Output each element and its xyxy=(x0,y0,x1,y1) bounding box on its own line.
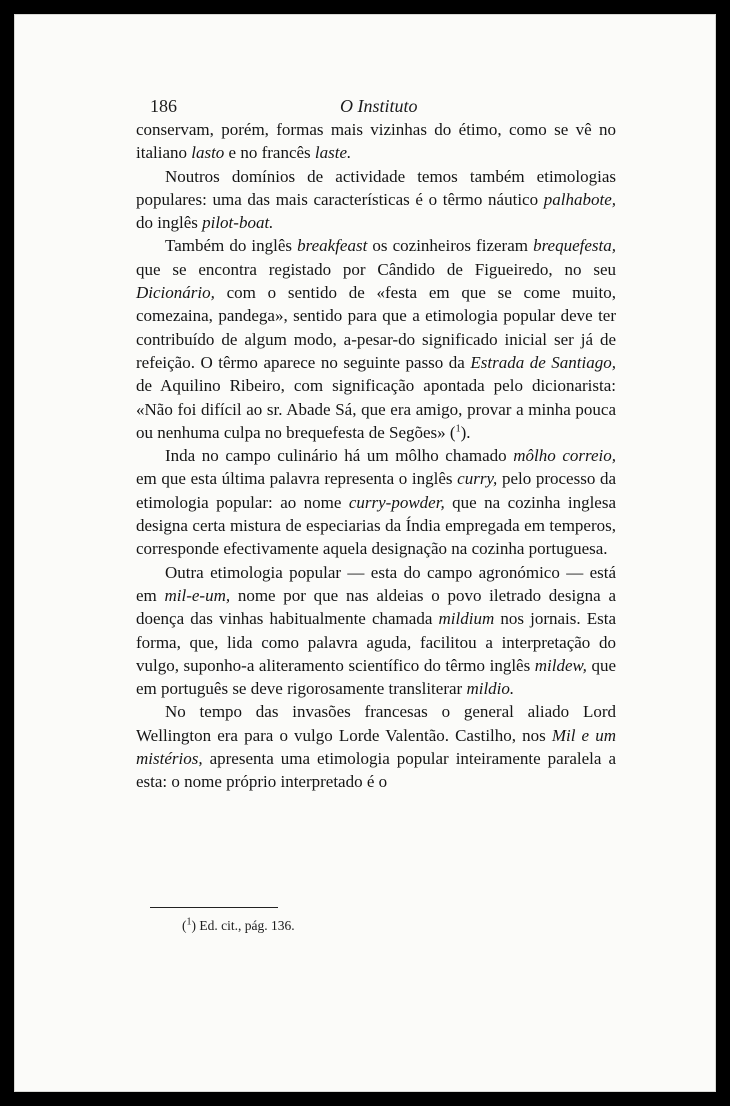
italic-term: mil-e-um, xyxy=(164,585,231,605)
paragraph xyxy=(136,561,616,701)
text-run: No tempo das invasões francesas o general aliado Lord Wellington era para o vulgo Lorde Valentão. Castilho, nos xyxy=(136,702,616,745)
italic-term: brequefesta, xyxy=(533,236,616,256)
paragraph xyxy=(136,234,616,444)
footnote-rule xyxy=(150,907,278,908)
text-run: com o sentido de «festa em que se come muito, comezaina, pandega», sentido para que a etimologia popular deve ter contribuído de algum modo, a-pesar-do significado inicial ser já de refeição. O têrmo aparece no seguinte passo da xyxy=(136,283,616,372)
italic-term: mildew, xyxy=(534,655,587,675)
italic-term: palhabote, xyxy=(543,189,616,209)
paragraph xyxy=(136,165,616,235)
italic-term: Dicionário, xyxy=(136,283,215,303)
italic-term: mildium xyxy=(438,609,495,629)
text-run: do inglês xyxy=(136,213,203,233)
text-run: que se encontra registado por Cândido de Figueiredo, no seu xyxy=(136,259,616,279)
italic-term: Mil e um mistérios, xyxy=(136,725,616,769)
text-run: que na cozinha inglesa designa certa mistura de especiarias da Índia empregada em temperos, corresponde efectivamente aquela designação na cozinha portuguesa. xyxy=(136,492,616,559)
footnote-text: Ed. cit., pág. 136. xyxy=(196,918,295,933)
italic-term: môlho correio, xyxy=(513,446,616,466)
text-run: ). xyxy=(460,422,471,442)
italic-term: breakfeast xyxy=(297,236,368,256)
text-run: Outra etimologia popular — esta do campo agronómico — está em xyxy=(136,562,616,605)
text-run: de Aquilino Ribeiro, com significação apontada pelo dicionarista: «Não foi difícil ao sr. Abade Sá, que era amigo, provar a minha pouca ou nenhuma culpa no brequefesta de Segões» ( xyxy=(136,376,616,442)
text-run: e no francês xyxy=(224,143,315,163)
text-run: Também do inglês xyxy=(165,236,298,256)
text-run: Inda no campo culinário há um môlho chamado xyxy=(165,446,514,466)
italic-term: Estrada de Santiago, xyxy=(470,352,616,372)
italic-term: mildio. xyxy=(466,679,515,699)
paragraph xyxy=(136,118,616,165)
body-text xyxy=(136,118,616,794)
text-run: conservam, porém, formas mais vizinhas do étimo, como se vê no italiano xyxy=(136,120,616,163)
text-run: em que esta última palavra representa o inglês xyxy=(136,469,458,489)
text-run: que em português se deve rigorosamente transliterar xyxy=(136,655,617,699)
page-number: 186 xyxy=(150,96,177,116)
running-title: O Instituto xyxy=(340,96,418,116)
text-run: nos jornais. Esta forma, que, lida como palavra aguda, facilitou a interpretação do vulgo, suponho-a aliteramento scientífico do têrmo inglês xyxy=(136,609,617,675)
italic-term: lasto xyxy=(191,143,225,163)
text-run: pelo processo da etimologia popular: ao nome xyxy=(136,469,616,512)
text-run: nome por que nas aldeias o povo iletrado designa a doença das vinhas habitualmente chamada xyxy=(136,585,616,629)
paragraph xyxy=(136,444,616,560)
text-run: Noutros domínios de actividade temos também etimologias populares: uma das mais características é o têrmo náutico xyxy=(136,166,616,209)
text-run: os cozinheiros fizeram xyxy=(367,236,534,256)
footnote: ($^1$) Ed. cit., pág. 136. xyxy=(182,916,295,933)
italic-term: curry, xyxy=(457,469,498,489)
footnote-marker: 1 xyxy=(186,916,192,928)
paragraph xyxy=(136,700,616,793)
italic-term: curry-powder, xyxy=(348,492,445,512)
italic-term: pilot-boat. xyxy=(202,213,274,233)
italic-term: laste. xyxy=(314,143,352,163)
text-run: apresenta uma etimologia popular inteiramente paralela a esta: o nome próprio interpretado é o xyxy=(136,749,616,792)
footnote-ref: 1 xyxy=(455,423,461,435)
